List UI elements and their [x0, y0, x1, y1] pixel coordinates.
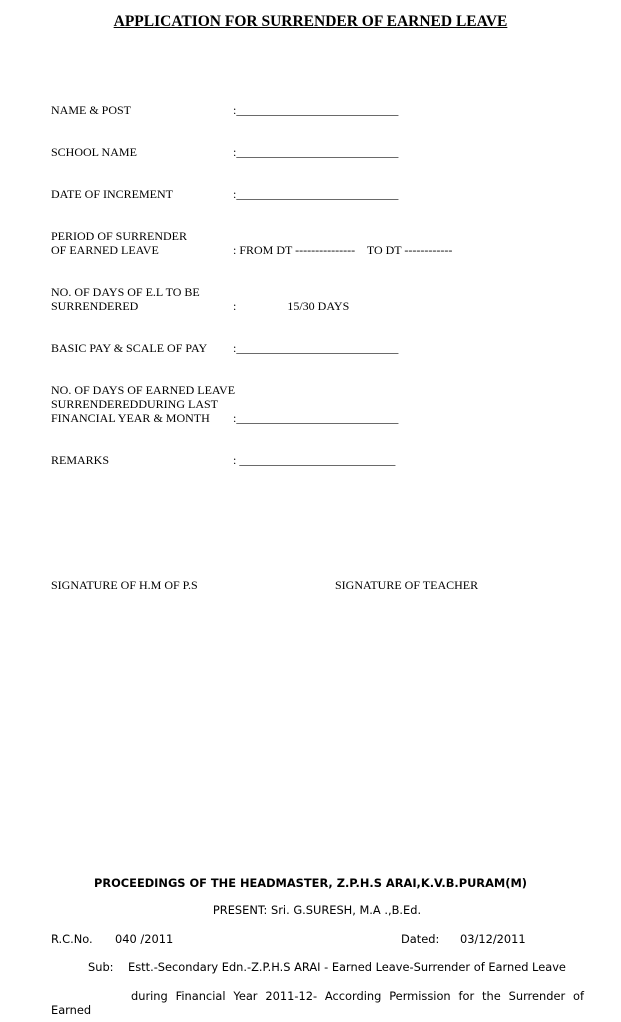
dated-value: 03/12/2011 [460, 932, 526, 946]
field-value: :___________________________ [233, 103, 399, 117]
field-value: :___________________________ [233, 145, 399, 159]
subject-label: Sub: [88, 960, 114, 974]
field-label: SURRENDERED [51, 299, 139, 313]
present-line: PRESENT: Sri. G.SURESH, M.A .,B.Ed. [212, 903, 422, 917]
field-value: :___________________________ [233, 341, 399, 355]
field-value: : __________________________ [233, 453, 396, 467]
rc-number-value: 040 /2011 [115, 932, 174, 946]
field-label: SURRENDEREDDURING LAST [51, 397, 219, 411]
field-value: :___________________________ [233, 187, 399, 201]
field-label: NO. OF DAYS OF EARNED LEAVE [51, 383, 236, 397]
subject-paragraph-2 [51, 989, 584, 1017]
field-value: :___________________________ [233, 411, 399, 425]
subject-text-continued: during Financial Year 2011-12- According Permission for the Surrender of Earned [51, 989, 584, 1017]
signature-teacher-label: SIGNATURE OF TEACHER [335, 578, 479, 592]
field-label: BASIC PAY & SCALE OF PAY [51, 341, 208, 355]
field-label: FINANCIAL YEAR & MONTH [51, 411, 210, 425]
field-value: : FROM DT --------------- TO DT ------------ [233, 243, 453, 257]
field-label: NO. OF DAYS OF E.L TO BE [51, 285, 200, 299]
field-label: PERIOD OF SURRENDER [51, 229, 188, 243]
field-label: OF EARNED LEAVE [51, 243, 159, 257]
subject-text: Estt.-Secondary Edn.-Z.P.H.S ARAI - Earned Leave-Surrender of Earned Leave [128, 960, 566, 974]
field-label: REMARKS [51, 453, 110, 467]
signature-hm-label: SIGNATURE OF H.M OF P.S [51, 578, 198, 592]
proceedings-title: PROCEEDINGS OF THE HEADMASTER, Z.P.H.S ARAI,K.V.B.PURAM(M) [94, 876, 527, 890]
rc-number-label: R.C.No. [51, 932, 93, 946]
field-label: DATE OF INCREMENT [51, 187, 173, 201]
subject-paragraph-1 [51, 960, 584, 974]
field-value: : 15/30 DAYS [233, 299, 350, 313]
dated-label: Dated: [401, 932, 440, 946]
field-label: NAME & POST [51, 103, 132, 117]
field-label: SCHOOL NAME [51, 145, 137, 159]
form-title: APPLICATION FOR SURRENDER OF EARNED LEAVE [113, 13, 508, 30]
